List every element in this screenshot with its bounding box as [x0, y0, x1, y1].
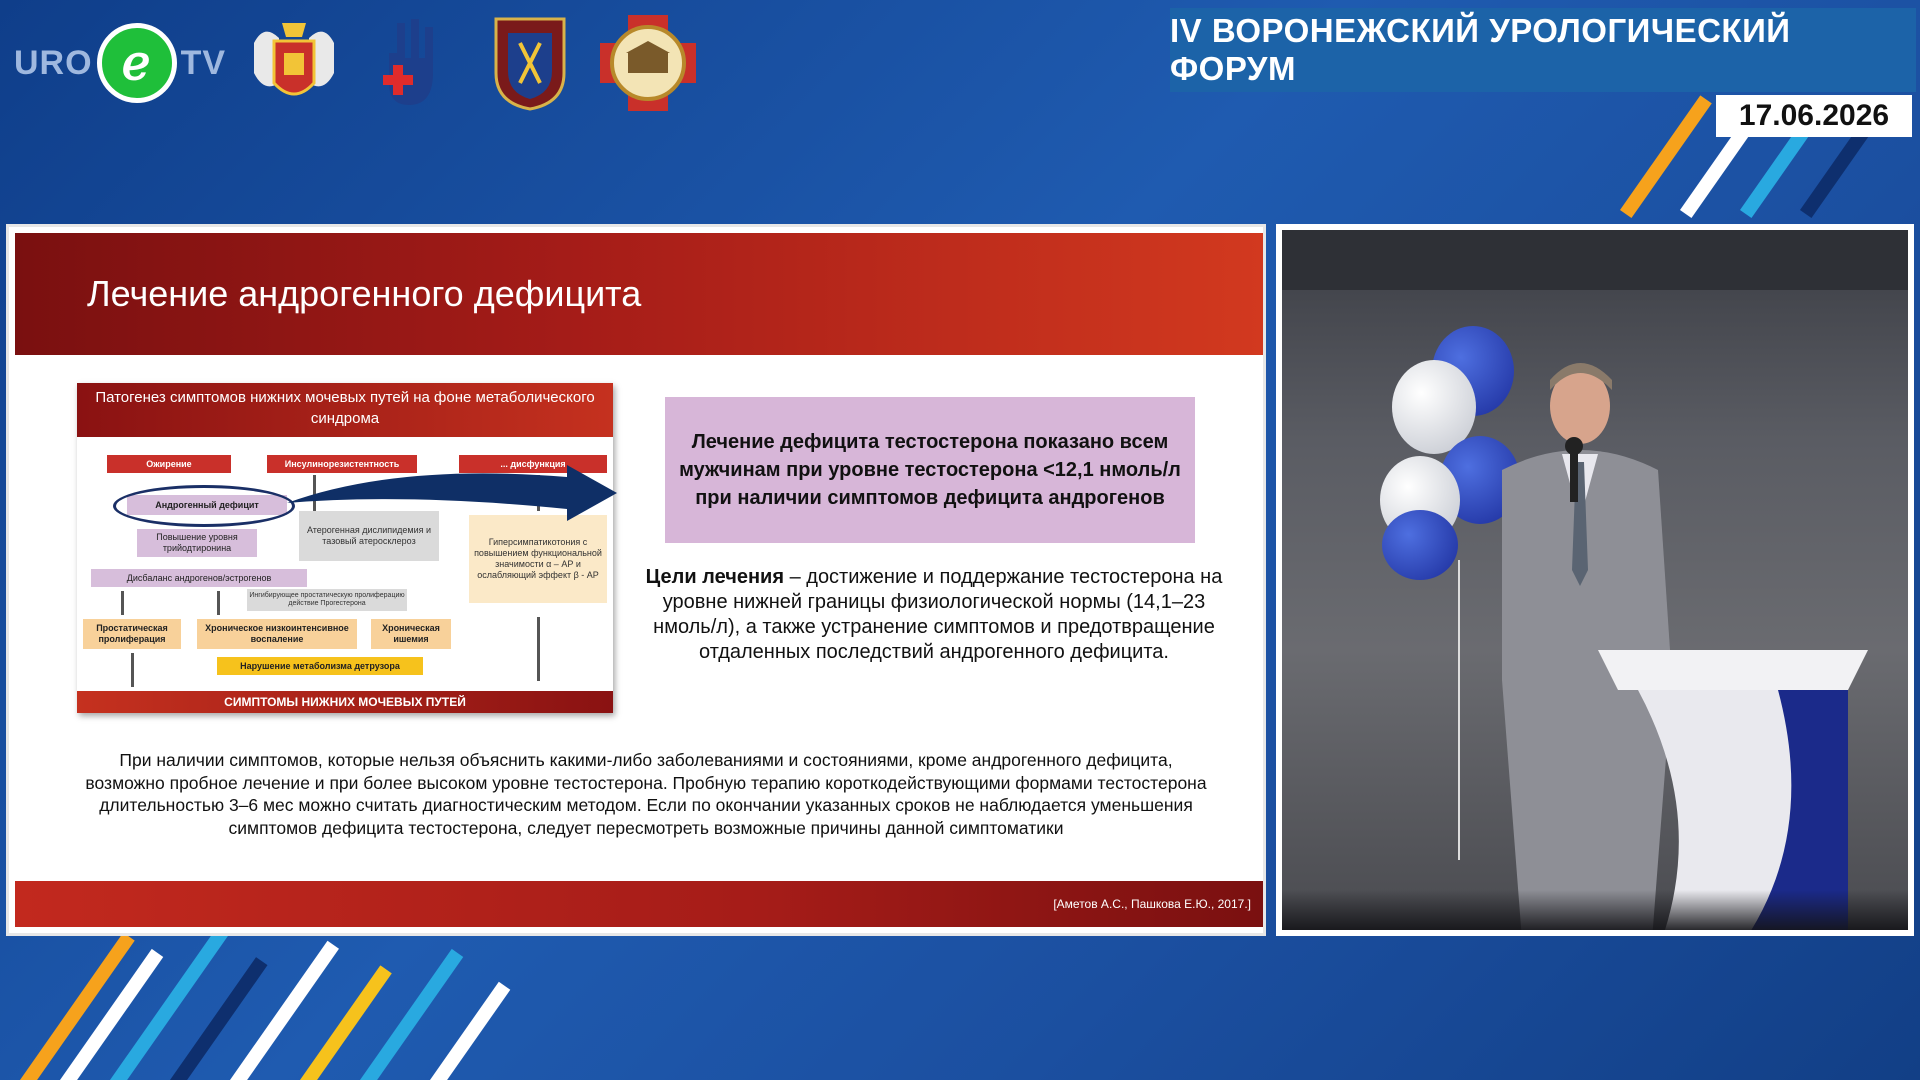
- slide-header: [15, 233, 1263, 355]
- medical-hand-logo-icon: [362, 13, 462, 113]
- diagram-inhibiting: Ингибирующее простатическую пролиферацию действие Прогестерона: [247, 589, 407, 611]
- diagram-atherogenic: Атерогенная дислипидемия и тазовый атеросклероз: [299, 511, 439, 561]
- trial-therapy-note: При наличии симптомов, которые нельзя объяснить какими-либо заболеваниями и состояниями, кроме андрогенного дефицита, возможно пробное лечение и при более высоком уровне тестостерона. Пробную терапию короткодействующими формами тестостерона длительностью 3–6 мес можно считать диагностическим методом. Если по окончании указанных сроков не наблюдается уменьшения симптомов дефицита тестостерона, следует пересмотреть возможные причины данной симптоматики: [85, 750, 1207, 838]
- diagram-hypersympathicotonia: Гиперсимпатикотония с повышением функциональной значимости α – АР и ослабляющий эффект β - АР: [469, 515, 607, 603]
- diagram-disbalance: Дисбаланс андрогенов/эстрогенов: [91, 569, 307, 587]
- diagram-androgen-deficit: Андрогенный дефицит: [127, 495, 287, 515]
- pathogenesis-diagram: [77, 383, 613, 713]
- diagram-title: Патогенез симптомов нижних мочевых путей на фоне метаболического синдрома: [77, 383, 613, 437]
- diagram-footer: СИМПТОМЫ НИЖНИХ МОЧЕВЫХ ПУТЕЙ: [77, 691, 613, 713]
- balloon-string: [1458, 560, 1460, 860]
- slide-title: Лечение андрогенного дефицита: [87, 273, 642, 314]
- androgen-deficit-highlight: [113, 485, 295, 527]
- diagram-obesity: Ожирение: [107, 455, 231, 473]
- diagram-insulin-resistance: Инсулинорезистентность: [267, 455, 417, 473]
- forum-title-banner: IV ВОРОНЕЖСКИЙ УРОЛОГИЧЕСКИЙ ФОРУМ: [1170, 8, 1916, 92]
- treatment-indication-box: Лечение дефицита тестостерона показано всем мужчинам при уровне тестостерона <12,1 нмоль/л при наличии симптомов дефицита андрогенов: [665, 397, 1195, 543]
- diagram-arrow: [131, 653, 134, 687]
- urotv-logo: URO ℯ TV: [14, 23, 226, 103]
- diagram-arrow: [217, 591, 220, 615]
- diagram-chronic-inflammation: Хроническое низкоинтенсивное воспаление: [197, 619, 357, 649]
- diagram-arrow: [537, 617, 540, 681]
- treatment-goals: [639, 565, 1229, 665]
- treatment-goals-text: – достижение и поддержание тестостерона на уровне нижней границы физиологической нормы (14,1–23 нмоль/л), а также устранение симптомов и предотвращение отдаленных последствий андрогенного дефицита.: [653, 566, 1223, 663]
- stage-foreground: [1282, 890, 1908, 930]
- diagram-dysfunction: ... дисфункция: [459, 455, 607, 473]
- urologists-society-shield-icon: [480, 13, 580, 113]
- diagram-prostatic-proliferation: Простатическая пролиферация: [83, 619, 181, 649]
- speaker-video-frame: [1282, 230, 1908, 930]
- diagram-triiodothyronine: Повышение уровня трийодтиронина: [137, 529, 257, 557]
- diagram-arrow: [121, 591, 124, 615]
- forum-date: 17.06.2026: [1716, 95, 1912, 137]
- ceiling: [1282, 230, 1908, 290]
- university-seal-icon: [598, 13, 698, 113]
- urotv-ball-icon: ℯ: [97, 23, 177, 103]
- voronezh-coat-of-arms-icon: [244, 13, 344, 113]
- header-logos: [14, 8, 698, 118]
- balloon: [1382, 510, 1458, 580]
- presentation-slide: [6, 224, 1266, 936]
- diagram-chronic-ischemia: Хроническая ишемия: [371, 619, 451, 649]
- diagram-pointer-arrow-icon: [277, 443, 637, 523]
- speaker-video: [1276, 224, 1914, 936]
- slide-footer: [15, 881, 1263, 927]
- diagram-detrusor: Нарушение метаболизма детрузора: [217, 657, 423, 675]
- treatment-goals-label: Цели лечения: [645, 566, 785, 588]
- podium: [1598, 650, 1868, 930]
- slide-citation: [Аметов А.С., Пашкова Е.Ю., 2017.]: [1053, 897, 1251, 911]
